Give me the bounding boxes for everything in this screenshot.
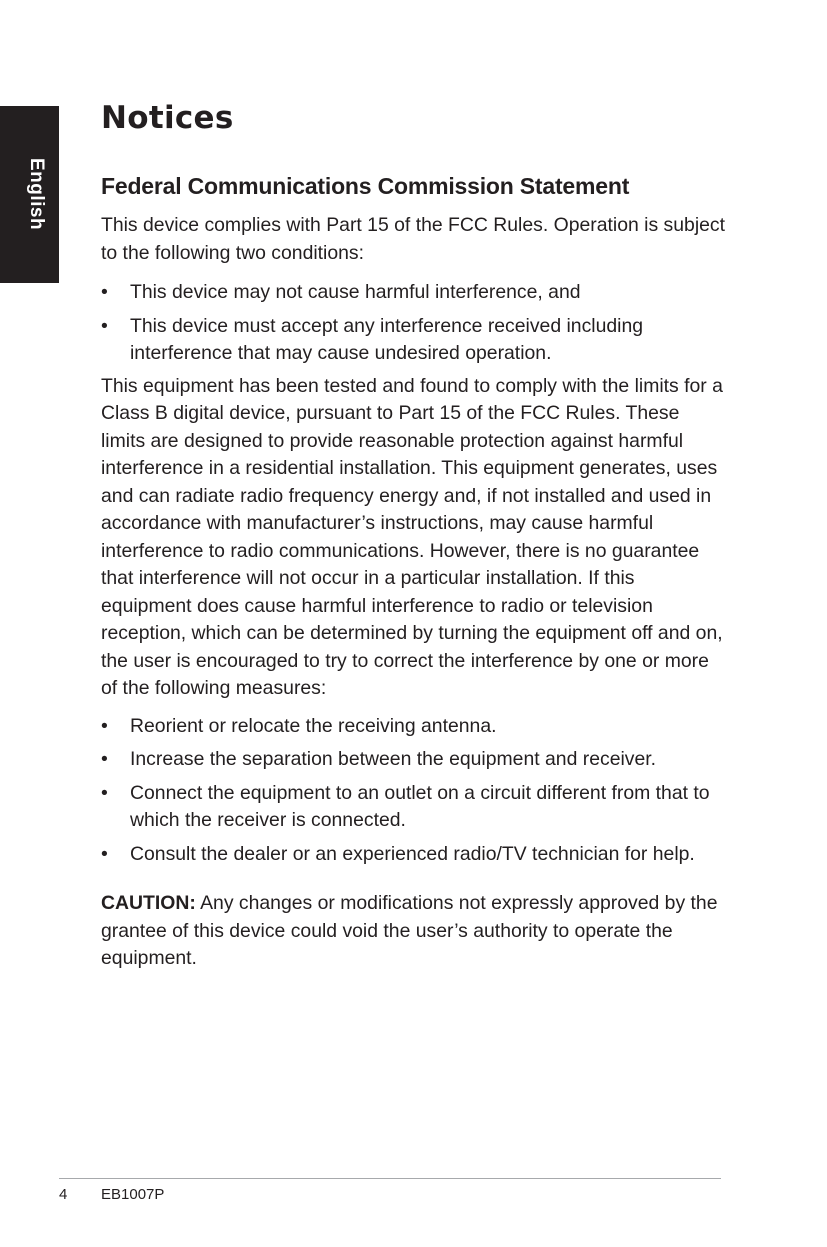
equipment-paragraph: This equipment has been tested and found to comply with the limits for a Class B digital device, pursuant to Part 15 of the FCC Rules. These limits are designed to provide reasonable protection against harmful interference in a residential installation. This equipment generates, uses and can radiate radio frequency energy and, if not installed and used in accordance with manufacturer’s instructions, may cause harmful interference to radio communications. However, there is no guarantee that interference will not occur in a particular installation. If this equipment does cause harmful interference to radio or television reception, which can be determined by turning the equipment off and on, the user is encouraged to try to correct the interference by one or more of the following measures: (101, 374, 723, 699)
list-item (101, 713, 726, 741)
page-title: Notices (101, 100, 234, 136)
language-tab-label: English (26, 157, 47, 231)
list-item (101, 841, 726, 869)
measures-list (101, 713, 726, 869)
bullet-icon: • (101, 748, 108, 770)
list-item (101, 279, 726, 307)
list-item (101, 313, 726, 368)
list-item-text: Connect the equipment to an outlet on a circuit different from that to which the receiver is connected. (130, 781, 710, 831)
bullet-icon: • (101, 781, 108, 804)
list-item (101, 780, 726, 835)
conditions-list (101, 279, 726, 368)
bullet-icon: • (101, 842, 108, 865)
list-item-text: Reorient or relocate the receiving antenna. (130, 714, 497, 737)
intro-paragraph: This device complies with Part 15 of the FCC Rules. Operation is subject to the following two conditions: (101, 214, 725, 264)
footer-divider (59, 1178, 721, 1179)
list-item-text: This device must accept any interference received including interference that may cause undesired operation. (130, 314, 644, 364)
bullet-icon: • (101, 314, 108, 337)
list-item (101, 746, 726, 774)
caution-label: CAUTION: (101, 892, 196, 914)
bullet-icon: • (101, 714, 108, 737)
caution-text: Any changes or modifications not expressly approved by the grantee of this device could void the user’s authority to operate the equipment. (101, 892, 718, 969)
model-name: EB1007P (101, 1186, 165, 1203)
list-item-text: Increase the separation between the equipment and receiver. (130, 748, 657, 770)
section-heading: Federal Communications Commission Statement (101, 173, 630, 199)
list-item-text: Consult the dealer or an experienced radio/TV technician for help. (130, 842, 695, 865)
page-content (101, 96, 726, 973)
caution-paragraph (101, 890, 726, 973)
list-item-text: This device may not cause harmful interference, and (130, 281, 581, 303)
bullet-icon: • (101, 281, 108, 303)
page-number: 4 (59, 1186, 68, 1203)
